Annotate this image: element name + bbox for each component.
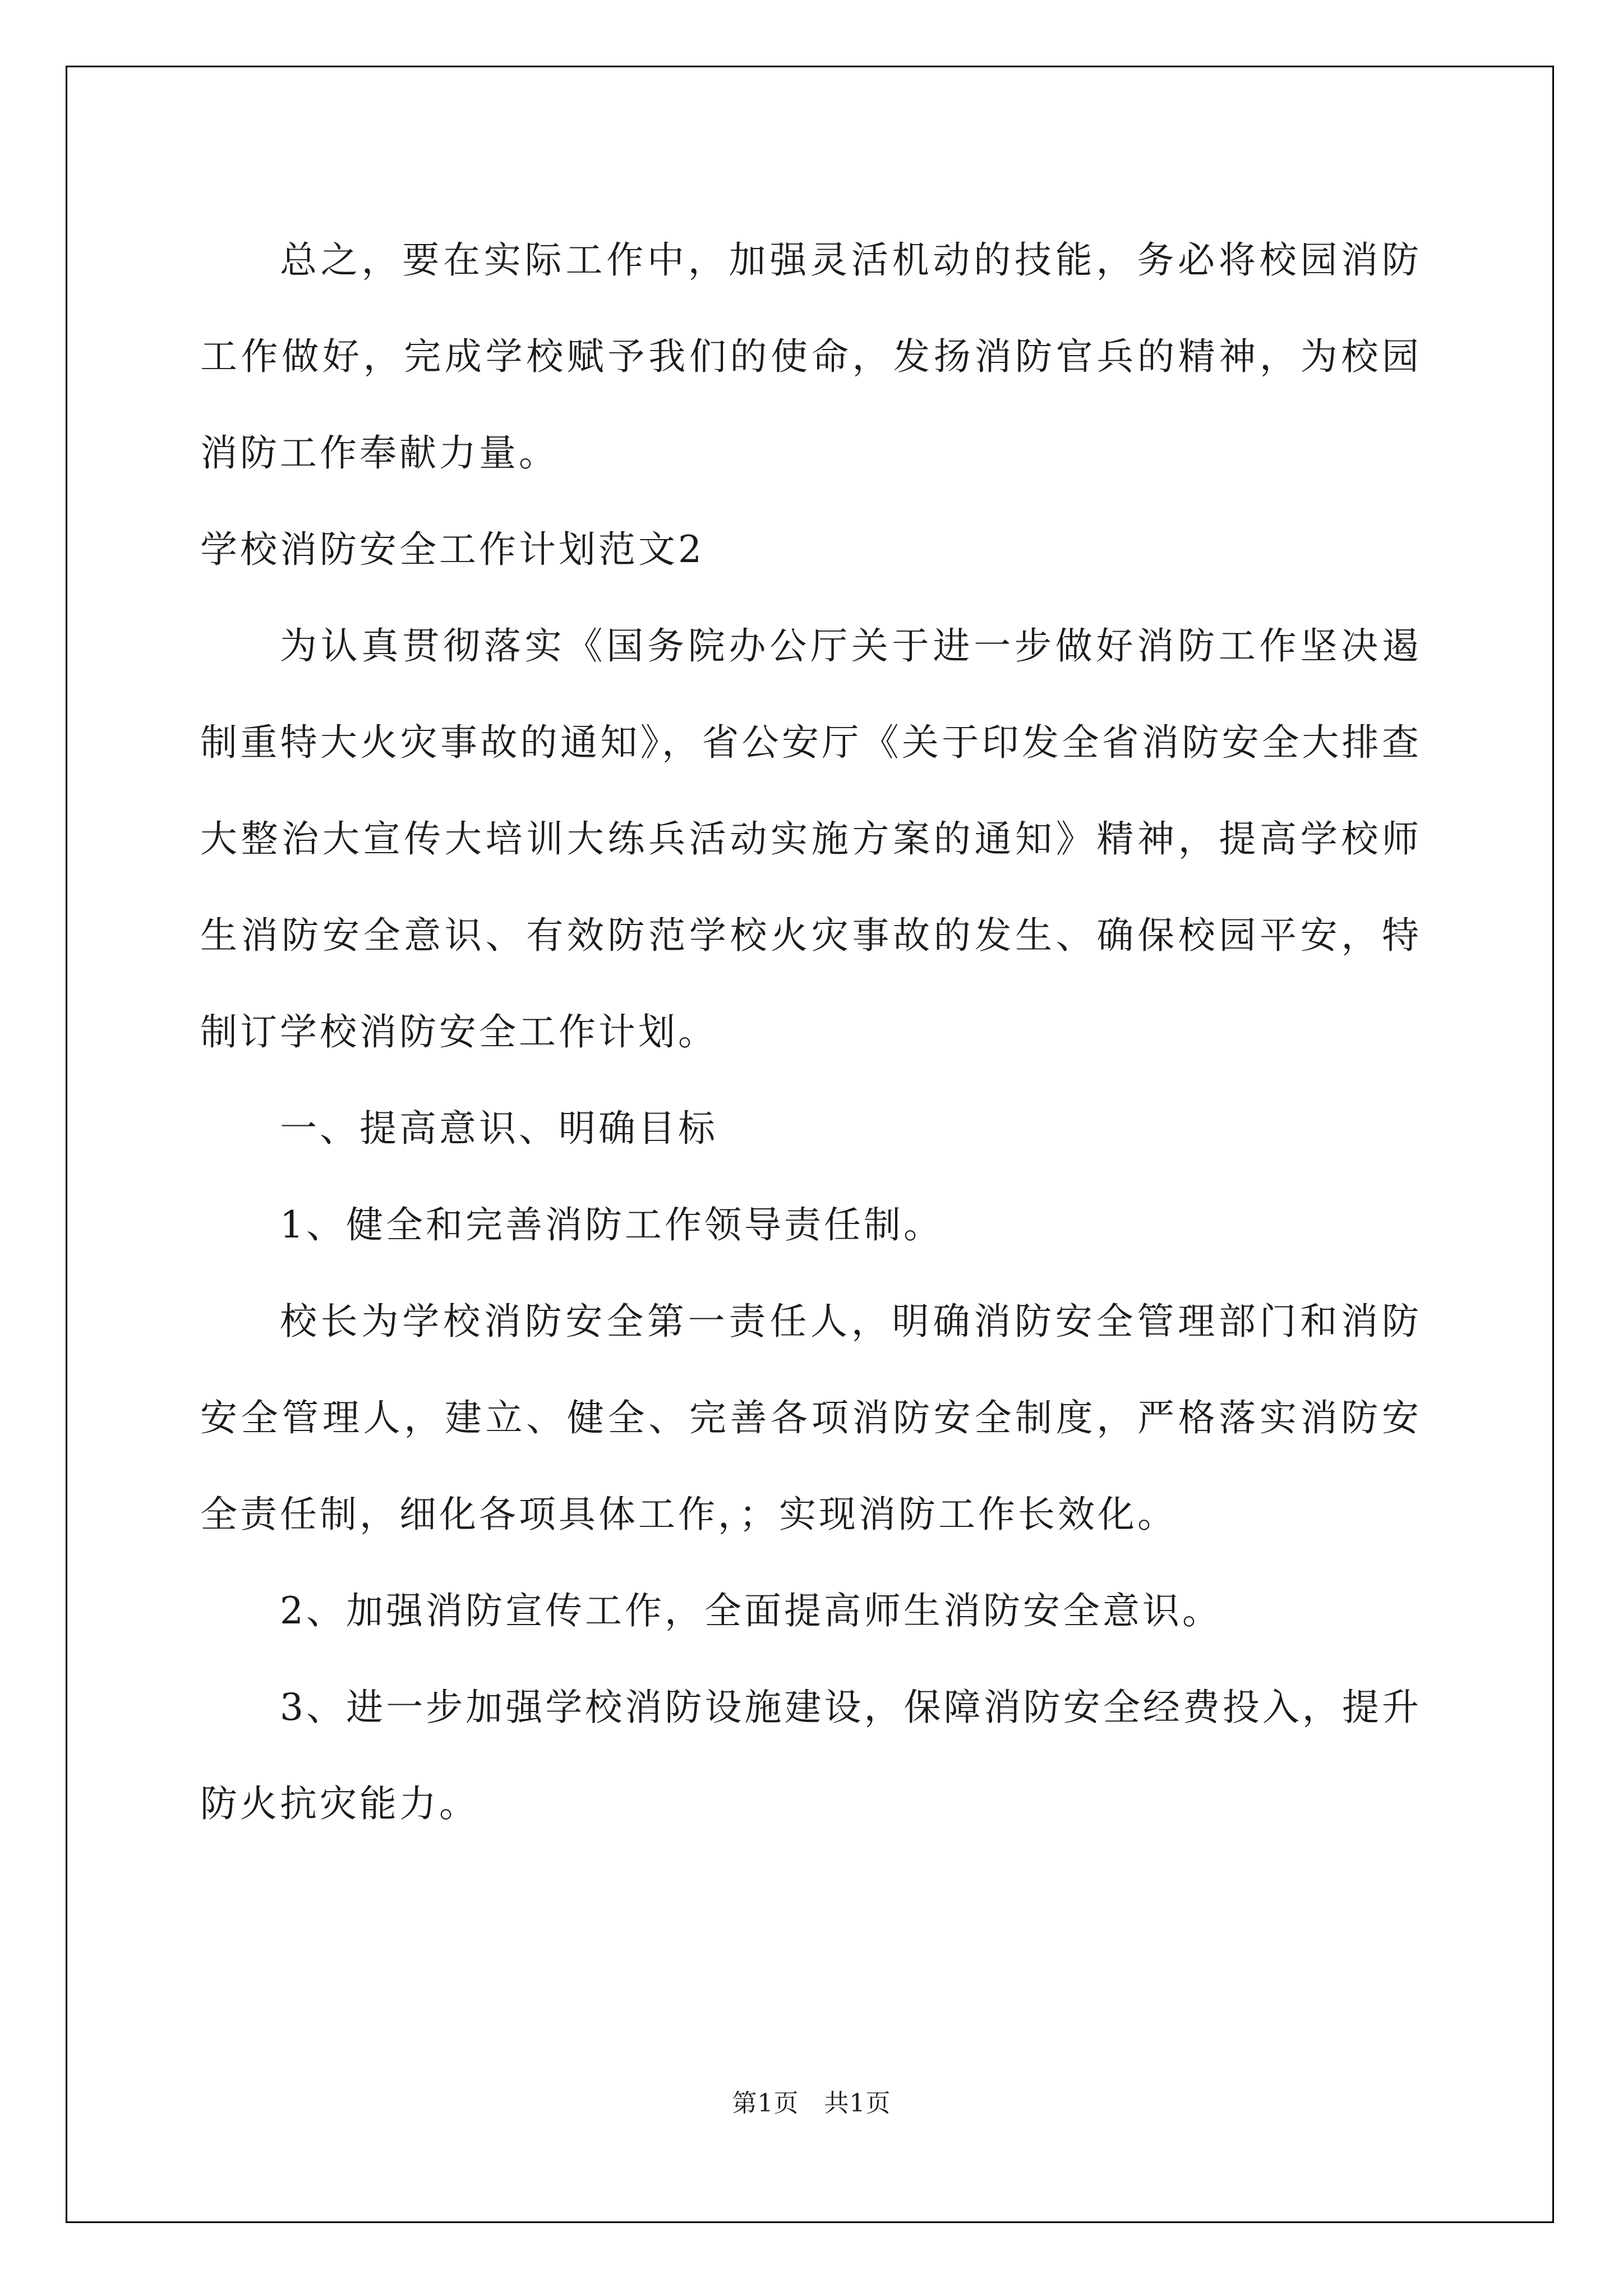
page-footer: 第1页 共1页 xyxy=(732,2089,891,2118)
list-item-1: 1、健全和完善消防工作领导责任制。 xyxy=(280,1203,943,1246)
document-body xyxy=(200,212,1422,1852)
list-item-3: 3、进一步加强学校消防设施建设，保障消防安全经费投入，提升防火抗灾能力。 xyxy=(200,1686,1422,1825)
paragraph-intro: 为认真贯彻落实《国务院办公厅关于进一步做好消防工作坚决遏制重特大火灾事故的通知》，省公安厅《关于印发全省消防安全大排查大整治大宣传大培训大练兵活动实施方案的通知》精神，提高学校师生消防安全意识、有效防范学校火灾事故的发生、确保校园平安，特制订学校消防安全工作计划。 xyxy=(200,624,1422,1053)
list-item-2: 2、加强消防宣传工作，全面提高师生消防安全意识。 xyxy=(280,1589,1222,1632)
paragraph-principal: 校长为学校消防安全第一责任人，明确消防安全管理部门和消防安全管理人，建立、健全、完善各项消防安全制度，严格落实消防安全责任制，细化各项具体工作，；实现消防工作长效化。 xyxy=(200,1300,1422,1536)
section-title: 学校消防安全工作计划范文2 xyxy=(200,528,704,571)
paragraph-conclusion: 总之，要在实际工作中，加强灵活机动的技能，务必将校园消防工作做好，完成学校赋予我们的使命，发扬消防官兵的精神，为校园消防工作奉献力量。 xyxy=(200,238,1422,475)
subheading-goals: 一、提高意识、明确目标 xyxy=(280,1107,718,1150)
